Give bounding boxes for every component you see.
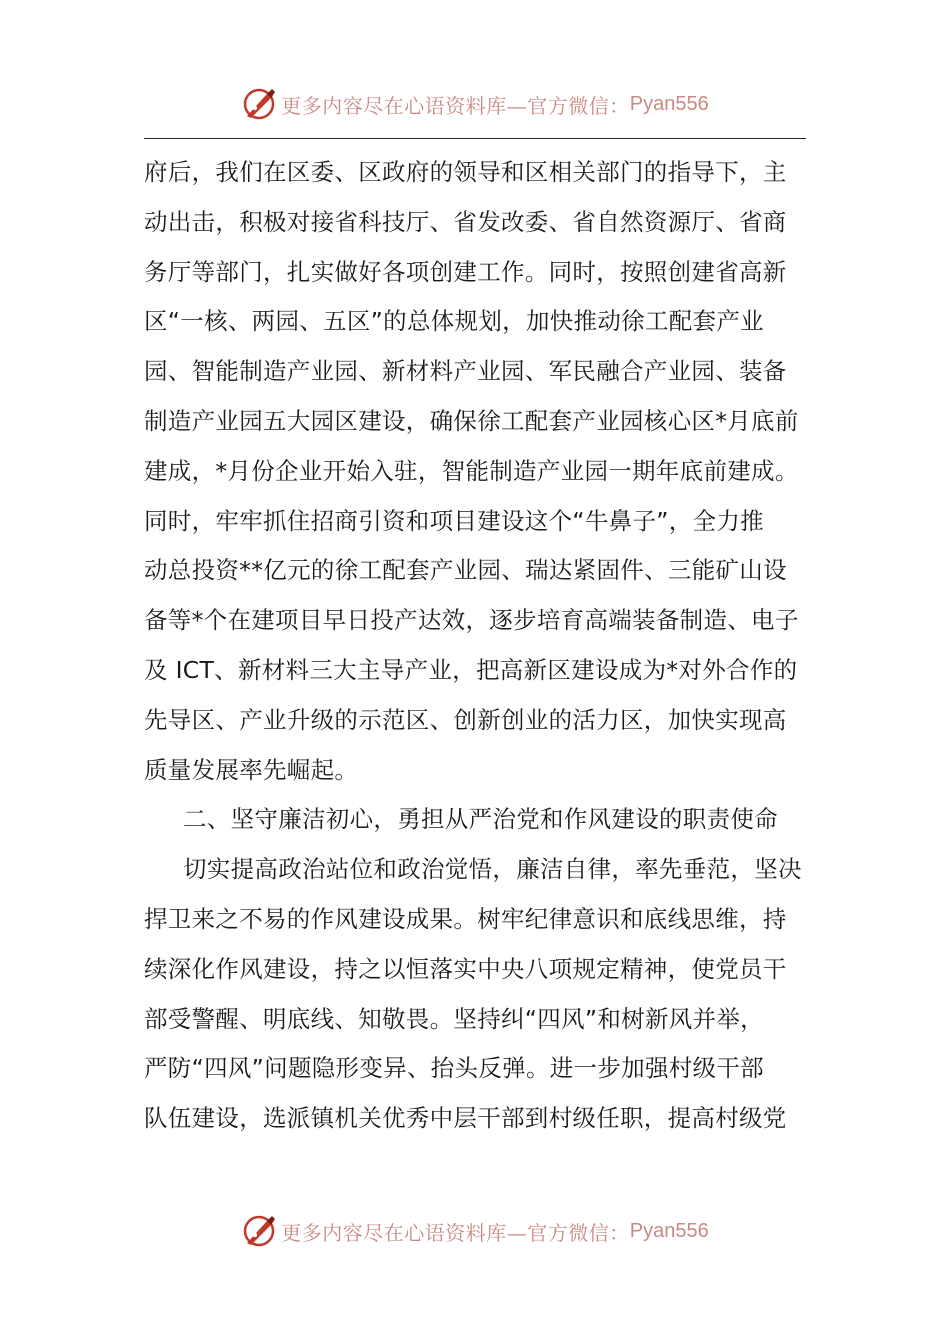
text-line: 制造产业园五大园区建设，确保徐工配套产业园核心区*月底前	[144, 406, 799, 435]
text-line: 备等*个在建项目早日投产达效，逐步培育高端装备制造、电子	[144, 606, 799, 635]
text-line: 动出击，积极对接省科技厅、省发改委、省自然资源厅、省商	[144, 207, 787, 236]
text-line: 质量发展率先崛起。	[144, 755, 359, 784]
text-line: 建成，*月份企业开始入驻，智能制造产业园一期年底前建成。	[144, 456, 799, 485]
document-body	[144, 148, 806, 1144]
text-line: 队伍建设，选派镇机关优秀中层干部到村级任职，提高村级党	[144, 1104, 787, 1133]
text-line: 续深化作风建设，持之以恒落实中央八项规定精神，使党员干	[144, 954, 787, 983]
footer-banner	[0, 1211, 950, 1251]
header-banner	[0, 84, 950, 124]
text-line: 府后，我们在区委、区政府的领导和区相关部门的指导下，主	[144, 158, 787, 186]
text-line: 区“一核、两园、五区”的总体规划，加快推动徐工配套产业	[144, 307, 764, 336]
text-line: 动总投资**亿元的徐工配套产业园、瑞达紧固件、三能矿山设	[144, 556, 787, 585]
banner-text: 更多内容尽在心语资料库—官方微信：	[281, 93, 630, 118]
section-heading: 二、坚守廉洁初心，勇担从严治党和作风建设的职责使命	[183, 805, 778, 834]
banner-text: 更多内容尽在心语资料库—官方微信：	[281, 1220, 630, 1245]
text-line: 捍卫来之不易的作风建设成果。树牢纪律意识和底线思维，持	[144, 904, 787, 933]
pen-seal-logo-icon	[241, 86, 277, 122]
banner-wechat-id: Pyan556	[629, 1219, 709, 1242]
text-line: 及 ICT、新材料三大主导产业，把高新区建设成为*对外合作的	[144, 655, 798, 684]
banner-wechat-id: Pyan556	[629, 92, 709, 115]
header-divider	[144, 138, 806, 139]
text-line: 务厅等部门，扎实做好各项创建工作。同时，按照创建省高新	[144, 257, 787, 286]
pen-seal-logo-icon	[241, 1213, 277, 1249]
text-line: 严防“四风”问题隐形变异、抬头反弹。进一步加强村级干部	[144, 1054, 764, 1083]
paragraph-first-line: 切实提高政治站位和政治觉悟，廉洁自律，率先垂范，坚决	[183, 855, 802, 884]
text-line: 部受警醒、明底线、知敬畏。坚持纠“四风”和树新风并举，	[144, 1004, 764, 1033]
text-line: 园、智能制造产业园、新材料产业园、军民融合产业园、装备	[144, 357, 787, 386]
text-line: 先导区、产业升级的示范区、创新创业的活力区，加快实现高	[144, 705, 787, 734]
text-line: 同时，牢牢抓住招商引资和项目建设这个“牛鼻子”，全力推	[144, 506, 764, 535]
